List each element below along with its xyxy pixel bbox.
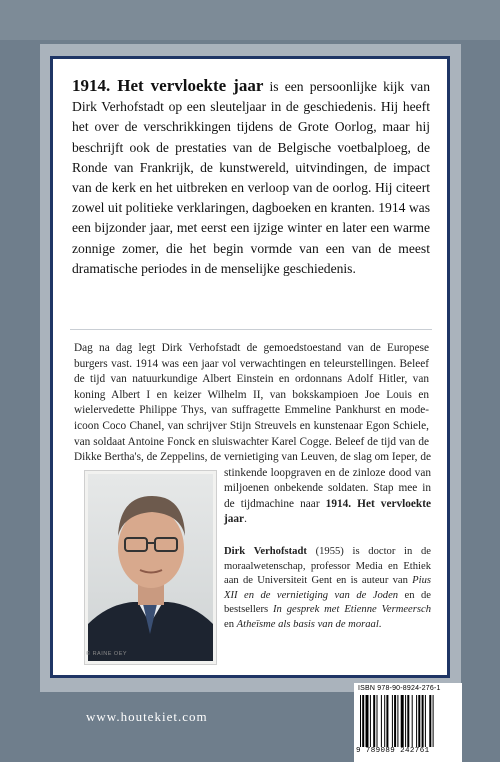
bio-text: (1955) is doctor in de moraalwetenschap, professor Media en Ethiek aan de Universiteit Gent en is auteur van [224, 546, 432, 587]
author-photo [84, 470, 217, 665]
barcode-block [354, 683, 462, 762]
author-bio [224, 545, 431, 633]
top-band [0, 0, 500, 40]
body-paragraph-side [224, 450, 431, 528]
bio-text: en de bestsellers [224, 589, 431, 616]
body-closing-title: 1914. Het vervloekte jaar [224, 497, 431, 526]
isbn-text: ISBN 978-90-8924-276-1 [358, 685, 441, 692]
bio-name: Dirk Verhofstadt [224, 546, 307, 557]
body-paragraph-top: Dag na dag legt Dirk Verhofstadt de gemoedstoestand van de Europese burgers vast. 1914 was een jaar vol verwachtingen en teleurstellingen. Beleef de tijd van natuurkundige Albert Einstein en ordonnans Adolf Hitler, van koning Albert I en keizer Wilhelm II, van bokskampioen Joe Louis en wielervedette Philippe Thys, van suffragette Emmeline Pankhurst en mode-icoon Coco Chanel, van schrijver Stijn Streuvels en kunstenaar Egon Schiele, van soldaat Antoine Fonck en sluiswachter Karel Cogge. Beleef de tijd van de Dikke Bertha's, de Zeppelins, de [74, 342, 429, 464]
barcode-icon [360, 695, 456, 747]
author-portrait-icon [88, 474, 213, 661]
photo-credit: © RAINE OEY [86, 651, 128, 657]
lead-title: 1914. Het vervloekte jaar [72, 76, 264, 95]
lead-paragraph [72, 76, 430, 279]
barcode-digits: 9 789089 242761 [356, 747, 430, 755]
divider [70, 329, 432, 330]
body-side-text: vernietiging van Leuven, de slag om Ieper, de stinkende loopgraven en de zinloze dood van miljoenen onbekende soldaten. Stap mee in de tijdmachine naar [224, 451, 431, 510]
bio-book-title: Pius XII en de vernietiging van de Joden [224, 575, 431, 601]
lead-text: is een persoonlijke kijk van Dirk Verhofstadt op een sleuteljaar in de geschiedenis. Hij heeft het over de verschrikkingen tijdens de Grote Oorlog, maar hij beschrijft ook de prestaties van de Belgische voetbalploeg, de Ronde van Frankrijk, de kunstwereld, uitvindingen, de impact van de kerk en het uitbreken en verloop van de oorlog. Hij citeert zowel uit politieke verklaringen, dagboeken en kranten. 1914 was een bijzonder jaar, met eerst een ijzige winter en later een warme zonnige zomer, die het begin vormde van een van de meest dramatische periodes in de menselijke geschiedenis. [72, 79, 430, 276]
bio-text: en [224, 618, 237, 630]
body-closing-end: . [244, 513, 247, 526]
publisher-url[interactable]: www.houtekiet.com [86, 709, 208, 724]
bio-book-title: Atheïsme als basis van de moraal [236, 618, 379, 630]
bio-text: . [378, 618, 382, 630]
bio-book-title: In gesprek met Etienne Vermeersch [273, 604, 431, 616]
